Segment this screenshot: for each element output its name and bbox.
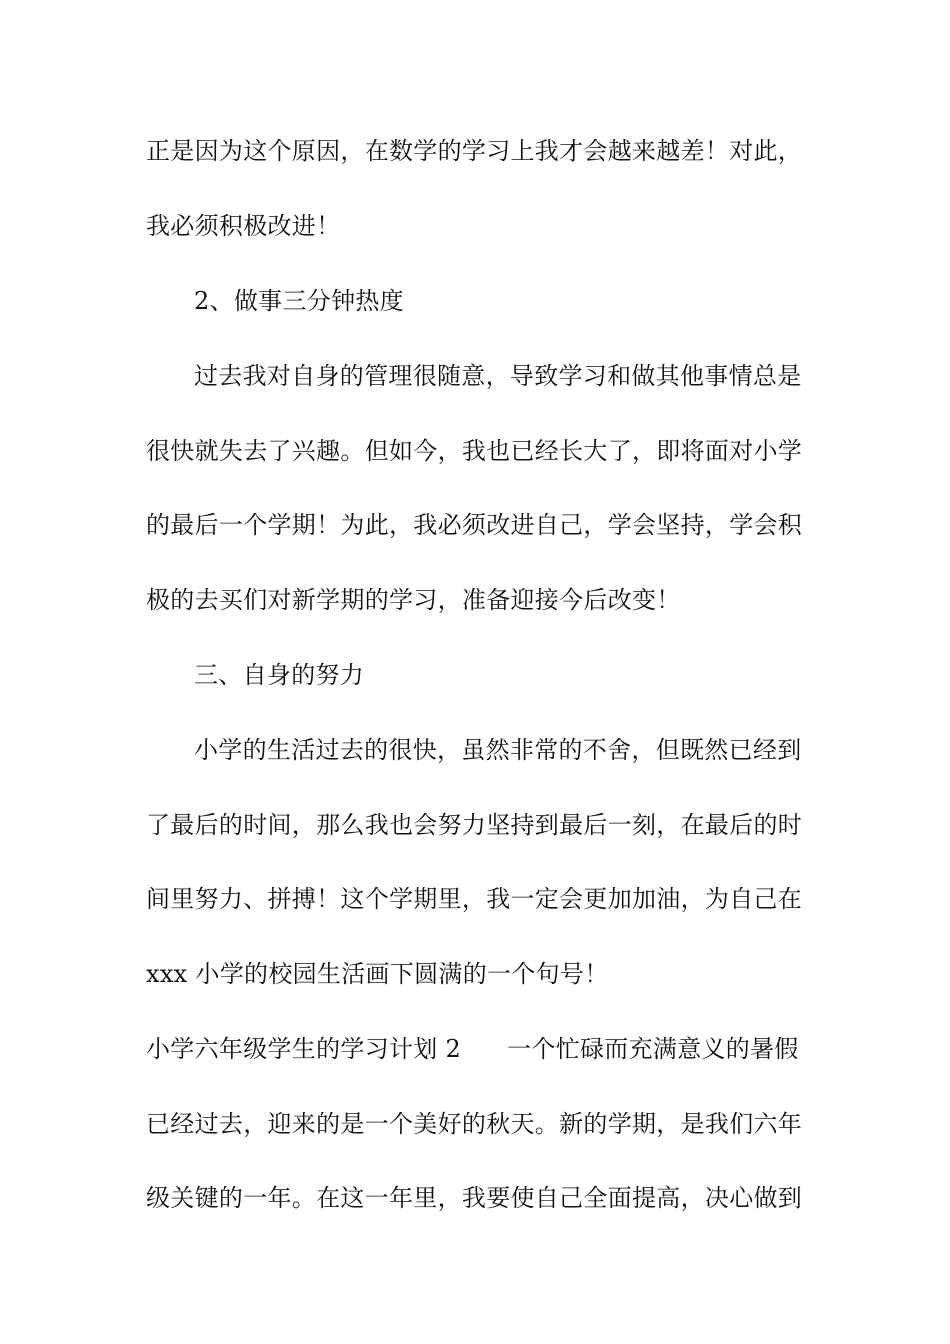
section-heading: 2、做事三分钟热度 — [194, 287, 404, 315]
document-title: 小学六年级学生的学习计划 2 — [146, 1035, 462, 1063]
text-line: 一个忙碌而充满意义的暑假 — [507, 1035, 799, 1063]
title-line — [146, 1034, 799, 1064]
text-line: 已经过去，迎来的是一个美好的秋天。新的学期，是我们六年 — [146, 1110, 803, 1138]
section-heading: 三、自身的努力 — [194, 661, 365, 689]
text-line: 的最后一个学期！为此，我必须改进自己，学会坚持，学会积 — [146, 511, 803, 539]
text-line: xxx 小学的校园生活画下圆满的一个句号！ — [146, 960, 609, 988]
text-line: 了最后的时间，那么我也会努力坚持到最后一刻，在最后的时 — [146, 811, 803, 839]
text-line: 间里努力、拼搏！这个学期里，我一定会更加加油，为自己在 — [146, 885, 803, 913]
text-line: 小学的生活过去的很快，虽然非常的不舍，但既然已经到 — [194, 736, 802, 764]
text-line: 我必须积极改进！ — [146, 212, 341, 240]
text-line: 正是因为这个原因，在数学的学习上我才会越来越差！对此， — [146, 137, 803, 165]
text-line: 极的去买们对新学期的学习，准备迎接今后改变！ — [146, 586, 681, 614]
text-line: 级关键的一年。在这一年里，我要使自己全面提高，决心做到 — [146, 1184, 803, 1212]
text-line: 过去我对自身的管理很随意，导致学习和做其他事情总是 — [194, 362, 802, 390]
text-line: 很快就失去了兴趣。但如今，我也已经长大了，即将面对小学 — [146, 437, 803, 465]
